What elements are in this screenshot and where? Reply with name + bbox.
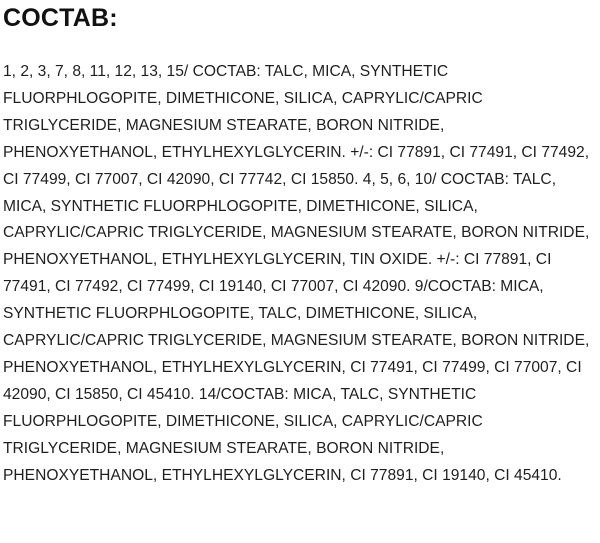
section-heading: COCTAB: xyxy=(3,4,118,32)
ingredients-list-text: 1, 2, 3, 7, 8, 11, 12, 13, 15/ COCTAB: TALC, MICA, SYNTHETIC FLUORPHLOGOPITE, DIMETHICONE, SILICA, CAPRYLIC/CAPRIC TRIGLYCERIDE, MAGNESIUM STEARATE, BORON NITRIDE, PHENOXYETHANOL, ETHYLHEXYLGLYCERIN. +/-: CI 77891, CI 77491, CI 77492, CI 77499, CI 77007, CI 42090, CI 77742, CI 15850. 4, 5, 6, 10/ COCTAB: TALC, MICA, SYNTHETIC FLUORPHLOGOPITE, DIMETHICONE, SILICA, CAPRYLIC/CAPRIC TRIGLYCERIDE, MAGNESIUM STEARATE, BORON NITRIDE, PHENOXYETHANOL, ETHYLHEXYLGLYCERIN, TIN OXIDE. +/-: CI 77891, CI 77491, CI 77492, CI 77499, CI 19140, CI 77007, CI 42090. 9/COCTAB: MICA, SYNTHETIC FLUORPHLOGOPITE, TALC, DIMETHICONE, SILICA, CAPRYLIC/CAPRIC TRIGLYCERIDE, MAGNESIUM STEARATE, BORON NITRIDE, PHENOXYETHANOL, ETHYLHEXYLGLYCERIN, CI 77491, CI 77499, CI 77007, CI 42090, CI 15850, CI 45410. 14/COCTAB: MICA, TALC, SYNTHETIC FLUORPHLOGOPITE, DIMETHICONE, SILICA, CAPRYLIC/CAPRIC TRIGLYCERIDE, MAGNESIUM STEARATE, BORON NITRIDE, PHENOXYETHANOL, ETHYLHEXYLGLYCERIN, CI 77891, CI 19140, CI 45410. xyxy=(3,63,590,484)
